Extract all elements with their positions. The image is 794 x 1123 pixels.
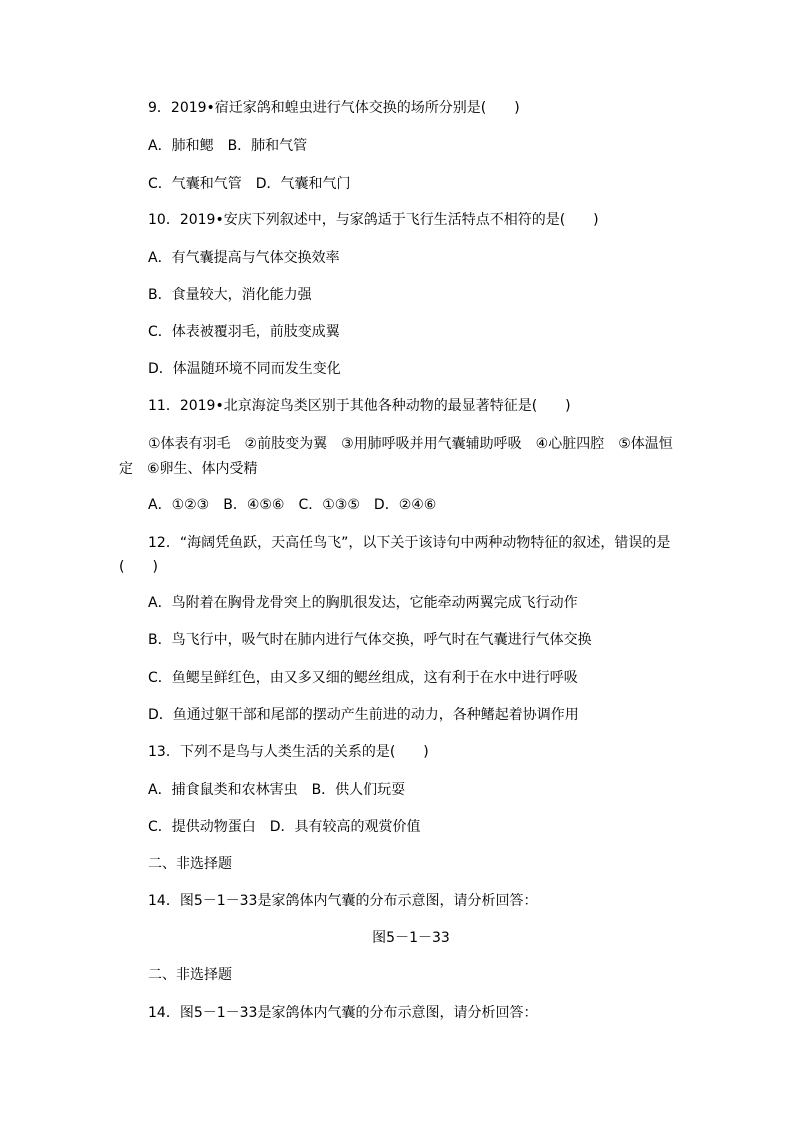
q9-options-ab: A．肺和鳃 B．肺和气管 (148, 138, 308, 154)
section-heading-repeat: 二、非选择题 (148, 967, 232, 983)
q12-option-b: B．鸟飞行中，吸气时在肺内进行气体交换，呼气时在气囊进行气体交换 (148, 632, 592, 648)
question-14: 14．图5－1－33是家鸽体内气囊的分布示意图，请分析回答： (148, 893, 538, 909)
q12-option-a: A．鸟附着在胸骨龙骨突上的胸肌很发达，它能牵动两翼完成飞行动作 (148, 595, 578, 611)
figure-caption: 图5－1－33 (372, 930, 450, 946)
q11-statements: ①体表有羽毛 ②前肢变为翼 ③用肺呼吸并用气囊辅助呼吸 ④心脏四腔 ⑤体温恒 (148, 436, 673, 452)
question-12: 12．“海阔凭鱼跃，天高任鸟飞”，以下关于该诗句中两种动物特征的叙述，错误的是 (148, 535, 671, 551)
q13-options-ab: A．捕食鼠类和农林害虫 B．供人们玩耍 (148, 782, 406, 798)
question-10: 10．2019•安庆下列叙述中，与家鸽适于飞行生活特点不相符的是( ) (148, 212, 599, 228)
q10-option-b: B．食量较大，消化能力强 (148, 287, 312, 303)
q9-options-cd: C．气囊和气管 D．气囊和气门 (148, 176, 351, 192)
q11-options: A．①②③ B．④⑤⑥ C．①③⑤ D．②④⑥ (148, 497, 437, 513)
question-13: 13．下列不是鸟与人类生活的关系的是( ) (148, 744, 429, 760)
q10-option-d: D．体温随环境不同而发生变化 (148, 361, 341, 377)
question-14-repeat: 14．图5－1－33是家鸽体内气囊的分布示意图，请分析回答： (148, 1005, 538, 1021)
question-11: 11．2019•北京海淀鸟类区别于其他各种动物的最显著特征是( ) (148, 398, 571, 414)
q12-option-d: D．鱼通过躯干部和尾部的摆动产生前进的动力，各种鳍起着协调作用 (148, 707, 579, 723)
question-9: 9．2019•宿迁家鸽和蝗虫进行气体交换的场所分别是( ) (148, 100, 520, 116)
q12-option-c: C．鱼鳃呈鲜红色，由又多又细的鳃丝组成，这有利于在水中进行呼吸 (148, 670, 578, 686)
question-12-cont: ( ) (119, 559, 158, 575)
q11-statements-cont: 定 ⑥卵生、体内受精 (119, 461, 258, 477)
section-heading: 二、非选择题 (148, 856, 232, 872)
q13-options-cd: C．提供动物蛋白 D．具有较高的观赏价值 (148, 819, 421, 835)
q10-option-c: C．体表被覆羽毛，前肢变成翼 (148, 324, 340, 340)
q10-option-a: A．有气囊提高与气体交换效率 (148, 250, 340, 266)
